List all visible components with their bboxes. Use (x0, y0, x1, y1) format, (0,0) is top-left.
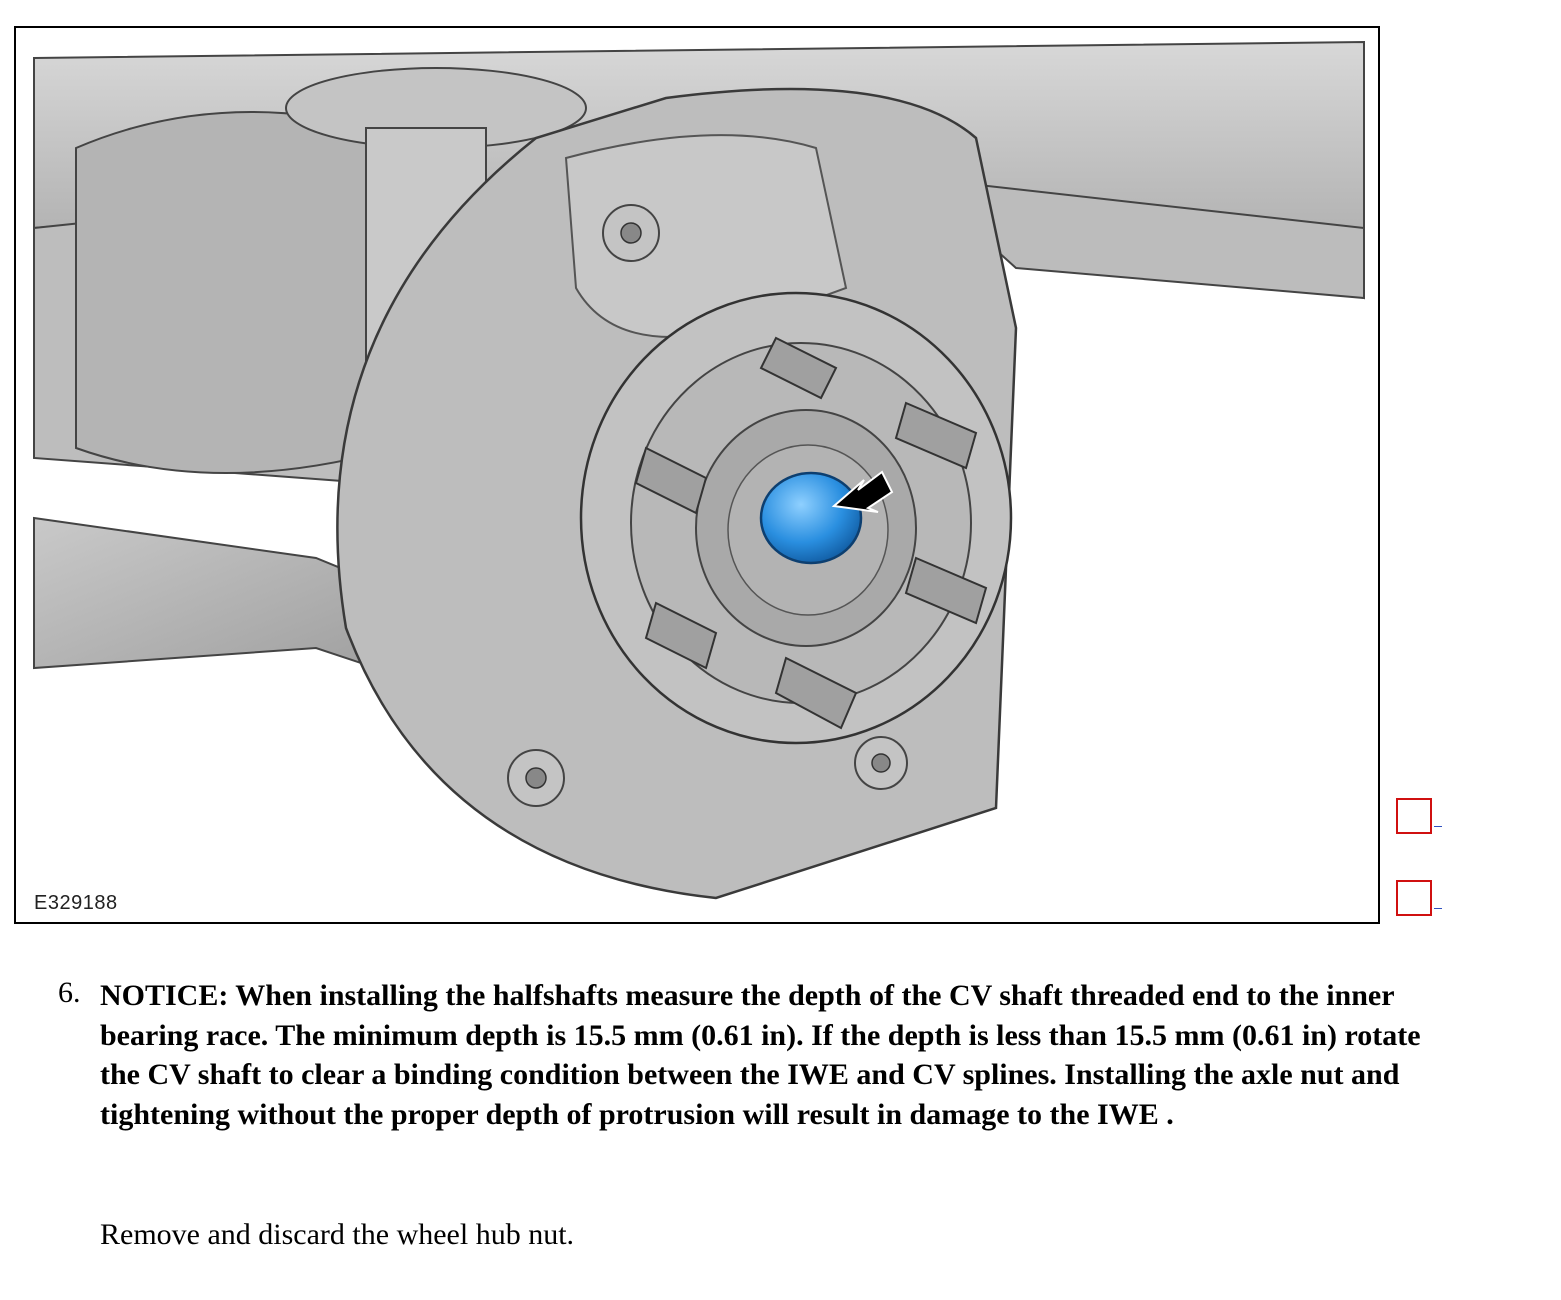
step-number: 6. (58, 976, 81, 1009)
checkbox-2[interactable] (1396, 880, 1432, 916)
wheel-hub-illustration (16, 28, 1378, 922)
figure-id: E329188 (34, 892, 118, 914)
notice-text: NOTICE: When installing the halfshafts measure the depth of the CV shaft threaded end to the inner bearing race. The minimum depth is 15.5 mm (0.61 in). If the depth is less than 15.5 mm (0.61 in) rotate the CV shaft to clear a binding condition between the IWE and CV splines. Installing the axle nut and tightening without the proper depth of protrusion will result in damage to the IWE . (100, 979, 1421, 1131)
step-instruction: Remove and discard the wheel hub nut. (100, 1218, 575, 1251)
checkbox-2-tick (1434, 908, 1442, 909)
checkbox-1[interactable] (1396, 798, 1432, 834)
figure-frame (14, 26, 1380, 924)
checkbox-1-tick (1434, 826, 1442, 827)
wheel-hub-nut-highlight (761, 473, 861, 563)
